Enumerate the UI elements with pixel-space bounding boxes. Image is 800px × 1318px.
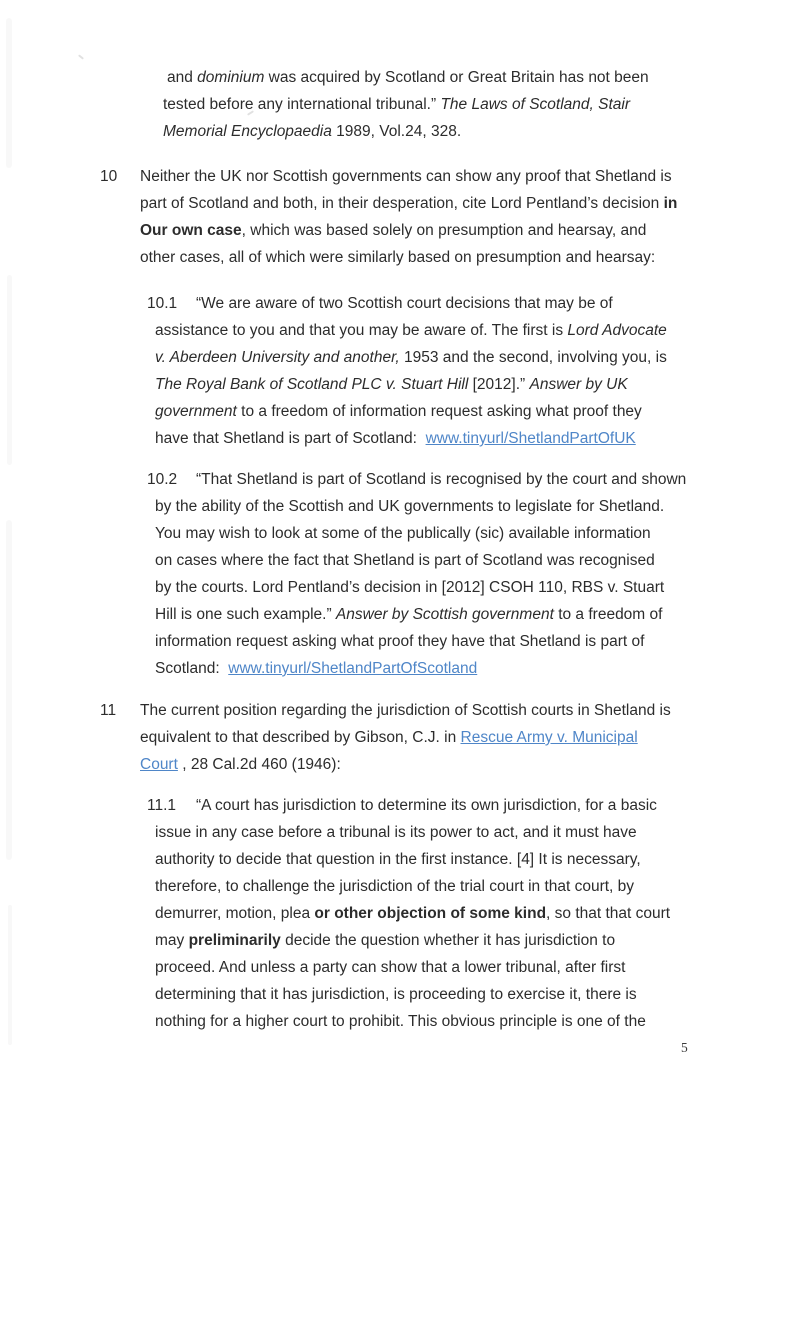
text-run: decide the question whether it has jurisdiction to <box>280 932 616 949</box>
text-line <box>140 217 800 244</box>
text-run: proceed. And unless a party can show that a lower tribunal, after first <box>155 959 626 976</box>
text-run: other cases, all of which were similarly based on presumption and hearsay: <box>140 249 656 266</box>
text-line <box>155 655 800 682</box>
text-run: Answer by UK <box>529 376 628 393</box>
text-run: preliminarily <box>188 932 281 949</box>
hyperlink[interactable]: Rescue Army v. Municipal <box>460 729 638 746</box>
hyperlink[interactable]: www.tinyurl/ShetlandPartOfUK <box>425 430 636 447</box>
text-run: or other objection of some kind <box>314 905 547 922</box>
text-run: The Royal Bank of Scotland PLC v. Stuart Hill <box>155 376 469 393</box>
text-line <box>155 954 800 981</box>
text-run: 1953 and the second, involving you, is <box>399 349 667 366</box>
text-run: , 28 Cal.2d 460 (1946): <box>177 756 341 773</box>
text-run: “We are aware of two Scottish court decisions that may be of <box>196 295 613 312</box>
text-line <box>155 819 800 846</box>
text-run: by the courts. Lord Pentland’s decision in [2012] CSOH 110, RBS v. Stuart <box>155 579 665 596</box>
text-run: Neither the UK nor Scottish governments can show any proof that Shetland is <box>140 168 672 185</box>
text-line <box>155 1008 800 1035</box>
text-run: therefore, to challenge the jurisdiction of the trial court in that court, by <box>155 878 635 895</box>
text-run: by the ability of the Scottish and UK governments to legislate for Shetland. <box>155 498 665 515</box>
text-run: Lord Advocate <box>567 322 667 339</box>
text-run: Answer by Scottish government <box>335 606 554 623</box>
paragraph-para-10 <box>0 163 800 271</box>
text-run: authority to decide that question in the first instance. [4] It is necessary, <box>155 851 641 868</box>
text-run: Memorial Encyclopaedia <box>163 123 332 140</box>
paragraph-body <box>155 466 800 682</box>
text-run: equivalent to that described by Gibson, C.J. in <box>140 729 461 746</box>
text-line <box>155 628 800 655</box>
text-line <box>155 344 800 371</box>
text-run: in <box>663 195 678 212</box>
scan-speck <box>78 54 84 59</box>
text-line <box>155 425 800 452</box>
text-run: You may wish to look at some of the publically (sic) available information <box>155 525 651 542</box>
paragraph-number: 10 <box>100 168 118 185</box>
text-run: 1989, Vol.24, 328. <box>331 123 462 140</box>
text-line <box>155 520 800 547</box>
text-run: , which was based solely on presumption and hearsay, and <box>241 222 647 239</box>
text-run: v. Aberdeen University and another, <box>155 349 400 366</box>
text-line <box>155 493 800 520</box>
text-line <box>155 900 800 927</box>
text-run: The current position regarding the jurisdiction of Scottish courts in Shetland is <box>140 702 671 719</box>
text-run: assistance to you and that you may be aware of. The first is <box>155 322 568 339</box>
text-run: dominium <box>197 69 265 86</box>
text-run: “A court has jurisdiction to determine its own jurisdiction, for a basic <box>196 797 657 814</box>
text-line <box>163 118 800 145</box>
paragraph-para-10-2 <box>0 466 800 682</box>
text-line <box>155 846 800 873</box>
text-run: demurrer, motion, plea <box>155 905 315 922</box>
page-number: 5 <box>681 1040 688 1055</box>
text-run: nothing for a higher court to prohibit. This obvious principle is one of the <box>155 1013 646 1030</box>
text-line <box>155 574 800 601</box>
text-line <box>140 163 800 190</box>
text-line <box>155 317 800 344</box>
text-run: to a freedom of information request asking what proof they <box>236 403 642 420</box>
paragraph-number: 10.1 <box>147 295 178 312</box>
text-line <box>155 981 800 1008</box>
text-line <box>155 927 800 954</box>
paragraph-number: 11 <box>100 702 117 719</box>
paragraph-para-10-1 <box>0 290 800 452</box>
text-run: tested before any international tribunal.” <box>163 96 441 113</box>
hyperlink[interactable]: Court <box>140 756 178 773</box>
paragraph-number: 10.2 <box>147 471 178 488</box>
text-line <box>140 244 800 271</box>
text-run: determining that it has jurisdiction, is proceeding to exercise it, there is <box>155 986 637 1003</box>
text-run: part of Scotland and both, in their desperation, cite Lord Pentland’s decision <box>140 195 664 212</box>
text-run: issue in any case before a tribunal is its power to act, and it must have <box>155 824 637 841</box>
text-run: information request asking what proof they have that Shetland is part of <box>155 633 645 650</box>
paragraph-number: 11.1 <box>147 797 177 814</box>
paragraph-quote-continuation <box>0 64 800 145</box>
text-line <box>155 547 800 574</box>
hyperlink[interactable]: www.tinyurl/ShetlandPartOfScotland <box>228 660 478 677</box>
text-line <box>155 371 800 398</box>
paragraph-body <box>155 792 800 1035</box>
paragraph-body <box>163 64 800 145</box>
text-line <box>155 873 800 900</box>
paragraph-para-11-1 <box>0 792 800 1035</box>
text-line <box>140 724 800 751</box>
text-run: “That Shetland is part of Scotland is recognised by the court and shown <box>196 471 687 488</box>
text-run: and <box>167 69 198 86</box>
text-line <box>140 697 800 724</box>
text-run: to a freedom of <box>553 606 663 623</box>
text-run: may <box>155 932 189 949</box>
text-run: The Laws of Scotland, Stair <box>440 96 630 113</box>
paragraph-body <box>155 290 800 452</box>
paragraph-body <box>140 163 800 271</box>
text-run: , so that that court <box>546 905 671 922</box>
text-run: Hill is one such example.” <box>155 606 336 623</box>
paragraph-para-11 <box>0 697 800 778</box>
text-line <box>155 290 800 317</box>
text-run: Scotland: <box>155 660 229 677</box>
text-line <box>155 398 800 425</box>
text-run: was acquired by Scotland or Great Britain has not been <box>264 69 649 86</box>
paragraph-body <box>140 697 800 778</box>
text-run: [2012].” <box>468 376 530 393</box>
text-line <box>155 792 800 819</box>
text-run: Our own case <box>140 222 242 239</box>
text-line <box>163 64 800 91</box>
text-line <box>140 751 800 778</box>
text-run: have that Shetland is part of Scotland: <box>155 430 426 447</box>
text-run: on cases where the fact that Shetland is part of Scotland was recognised <box>155 552 655 569</box>
text-run: government <box>155 403 237 420</box>
text-line <box>140 190 800 217</box>
text-line <box>155 601 800 628</box>
text-line <box>163 91 800 118</box>
text-line <box>155 466 800 493</box>
